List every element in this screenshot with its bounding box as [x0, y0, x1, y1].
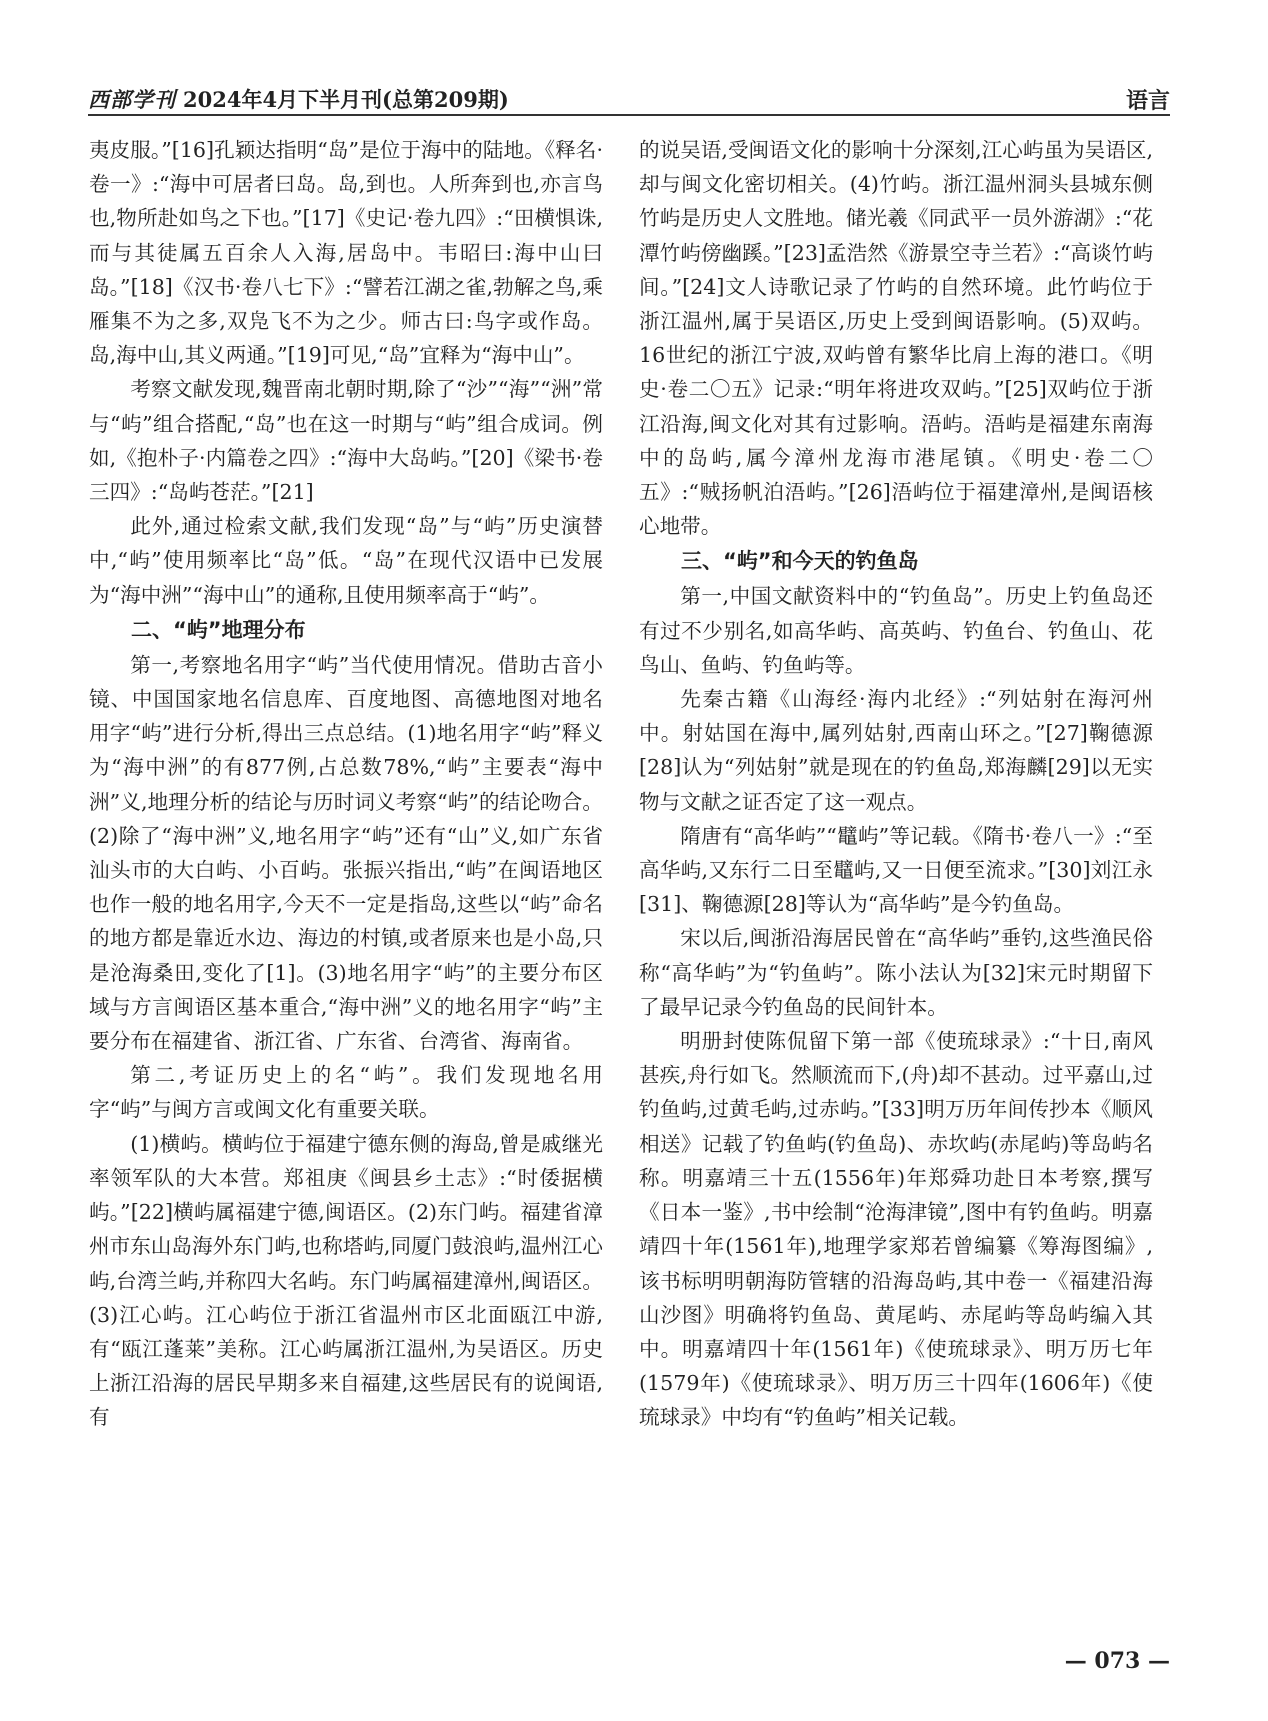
running-header — [88, 82, 1170, 114]
paragraph: (1)横屿。横屿位于福建宁德东侧的海岛,曾是戚继光率领军队的大本营。郑祖庚《闽县乡土志》:“时倭据横屿。”[22]横屿属福建宁德,闽语区。(2)东门屿。福建省漳州市东山岛海外东门屿,也称塔屿,同厦门鼓浪屿,温州江心屿,台湾兰屿,并称四大名屿。东门屿属福建漳州,闽语区。(3)江心屿。江心屿位于浙江省温州市区北面瓯江中游,有“瓯江蓬莱”美称。江心屿属浙江温州,为吴语区。历史上浙江沿海的居民早期多来自福建,这些居民有的说闽语,有 — [89, 1131, 603, 1430]
paragraph: 第二,考证历史上的名“屿”。我们发现地名用字“屿”与闽方言或闽文化有重要关联。 — [89, 1063, 603, 1122]
paragraph: 考察文献发现,魏晋南北朝时期,除了“沙”“海”“洲”常与“屿”组合搭配,“岛”也在这一时期与“屿”组合成词。例如,《抱朴子·内篇卷之四》:“海中大岛屿。”[20]《梁书·卷三四》:“岛屿苍茫。”[21] — [89, 377, 603, 505]
header-rule — [88, 114, 1170, 116]
issue-info: 2024年4月下半月刊(总第209期) — [183, 87, 509, 112]
section-heading: 二、“屿”地理分布 — [131, 617, 306, 642]
page-number: — 073 — — [1064, 1648, 1170, 1674]
paragraph: 宋以后,闽浙沿海居民曾在“高华屿”垂钓,这些渔民俗称“高华屿”为“钓鱼屿”。陈小法认为[32]宋元时期留下了最早记录今钓鱼岛的民间针本。 — [639, 926, 1153, 1019]
left-column — [89, 133, 603, 1435]
paragraph: 第一,中国文献资料中的“钓鱼岛”。历史上钓鱼岛还有过不少别名,如高华屿、高英屿、钓鱼台、钓鱼山、花鸟山、鱼屿、钓鱼屿等。 — [639, 584, 1153, 677]
journal-logo: 西部学刊 — [88, 87, 176, 112]
section-heading: 三、“屿”和今天的钓鱼岛 — [681, 549, 919, 574]
right-column — [639, 133, 1153, 1435]
paragraph: 第一,考察地名用字“屿”当代使用情况。借助古音小镜、中国国家地名信息库、百度地图、高德地图对地名用字“屿”进行分析,得出三点总结。(1)地名用字“屿”释义为“海中洲”的有877例,占总数78%,“屿”主要表“海中洲”义,地理分析的结论与历时词义考察“屿”的结论吻合。(2)除了“海中洲”义,地名用字“屿”还有“山”义,如广东省汕头市的大白屿、小百屿。张振兴指出,“屿”在闽语地区也作一般的地名用字,今天不一定是指岛,这些以“屿”命名的地方都是靠近水边、海边的村镇,或者原来也是小岛,只是沧海桑田,变化了[1]。(3)地名用字“屿”的主要分布区域与方言闽语区基本重合,“海中洲”义的地名用字“屿”主要分布在福建省、浙江省、广东省、台湾省、海南省。 — [89, 652, 603, 1054]
paragraph: 的说吴语,受闽语文化的影响十分深刻,江心屿虽为吴语区,却与闽文化密切相关。(4)竹屿。浙江温州洞头县城东侧竹屿是历史人文胜地。储光羲《同武平一员外游湖》:“花潭竹屿傍幽蹊。”[23]孟浩然《游景空寺兰若》:“高谈竹屿间。”[24]文人诗歌记录了竹屿的自然环境。此竹屿位于浙江温州,属于吴语区,历史上受到闽语影响。(5)双屿。16世纪的浙江宁波,双屿曾有繁华比肩上海的港口。《明史·卷二〇五》记录:“明年将进攻双屿。”[25]双屿位于浙江沿海,闽文化对其有过影响。浯屿。浯屿是福建东南海中的岛屿,属今漳州龙海市港尾镇。《明史·卷二〇五》:“贼扬帆泊浯屿。”[26]浯屿位于福建漳州,是闽语核心地带。 — [639, 138, 1153, 539]
paragraph: 先秦古籍《山海经·海内北经》:“列姑射在海河州中。射姑国在海中,属列姑射,西南山环之。”[27]鞠德源[28]认为“列姑射”就是现在的钓鱼岛,郑海麟[29]以无实物与文献之证否定了这一观点。 — [639, 687, 1153, 814]
section-label: 语言 — [1125, 88, 1170, 114]
paragraph: 此外,通过检索文献,我们发现“岛”与“屿”历史演替中,“屿”使用频率比“岛”低。“岛”在现代汉语中已发展为“海中洲”“海中山”的通称,且使用频率高于“屿”。 — [89, 514, 603, 607]
paragraph: 夷皮服。”[16]孔颖达指明“岛”是位于海中的陆地。《释名·卷一》:“海中可居者曰岛。岛,到也。人所奔到也,亦言鸟也,物所赴如鸟之下也。”[17]《史记·卷九四》:“田横惧诛,而与其徒属五百余人入海,居岛中。韦昭曰:海中山曰岛。”[18]《汉书·卷八七下》:“譬若江湖之雀,勃解之鸟,乘雁集不为之多,双凫飞不为之少。师古曰:鸟字或作岛。岛,海中山,其义两通。”[19]可见,“岛”宜释为“海中山”。 — [89, 138, 603, 368]
paragraph: 隋唐有“高华屿”“鼊屿”等记载。《隋书·卷八一》:“至高华屿,又东行二日至鼊屿,又一日便至流求。”[30]刘江永[31]、鞠德源[28]等认为“高华屿”是今钓鱼岛。 — [639, 823, 1153, 917]
paragraph: 明册封使陈侃留下第一部《使琉球录》:“十日,南风甚疾,舟行如飞。然顺流而下,(舟)却不甚动。过平嘉山,过钓鱼屿,过黄毛屿,过赤屿。”[33]明万历年间传抄本《顺风相送》记载了钓鱼屿(钓鱼岛)、赤坎屿(赤尾屿)等岛屿名称。明嘉靖三十五(1556年)年郑舜功赴日本考察,撰写《日本一鉴》,书中绘制“沧海津镜”,图中有钓鱼屿。明嘉靖四十年(1561年),地理学家郑若曾编纂《筹海图编》,该书标明明朝海防管辖的沿海岛屿,其中卷一《福建沿海山沙图》明确将钓鱼岛、黄尾屿、赤尾屿等岛屿编入其中。明嘉靖四十年(1561年)《使琉球录》、明万历七年(1579年)《使琉球录》、明万历三十四年(1606年)《使琉球录》中均有“钓鱼屿”相关记载。 — [639, 1029, 1153, 1430]
